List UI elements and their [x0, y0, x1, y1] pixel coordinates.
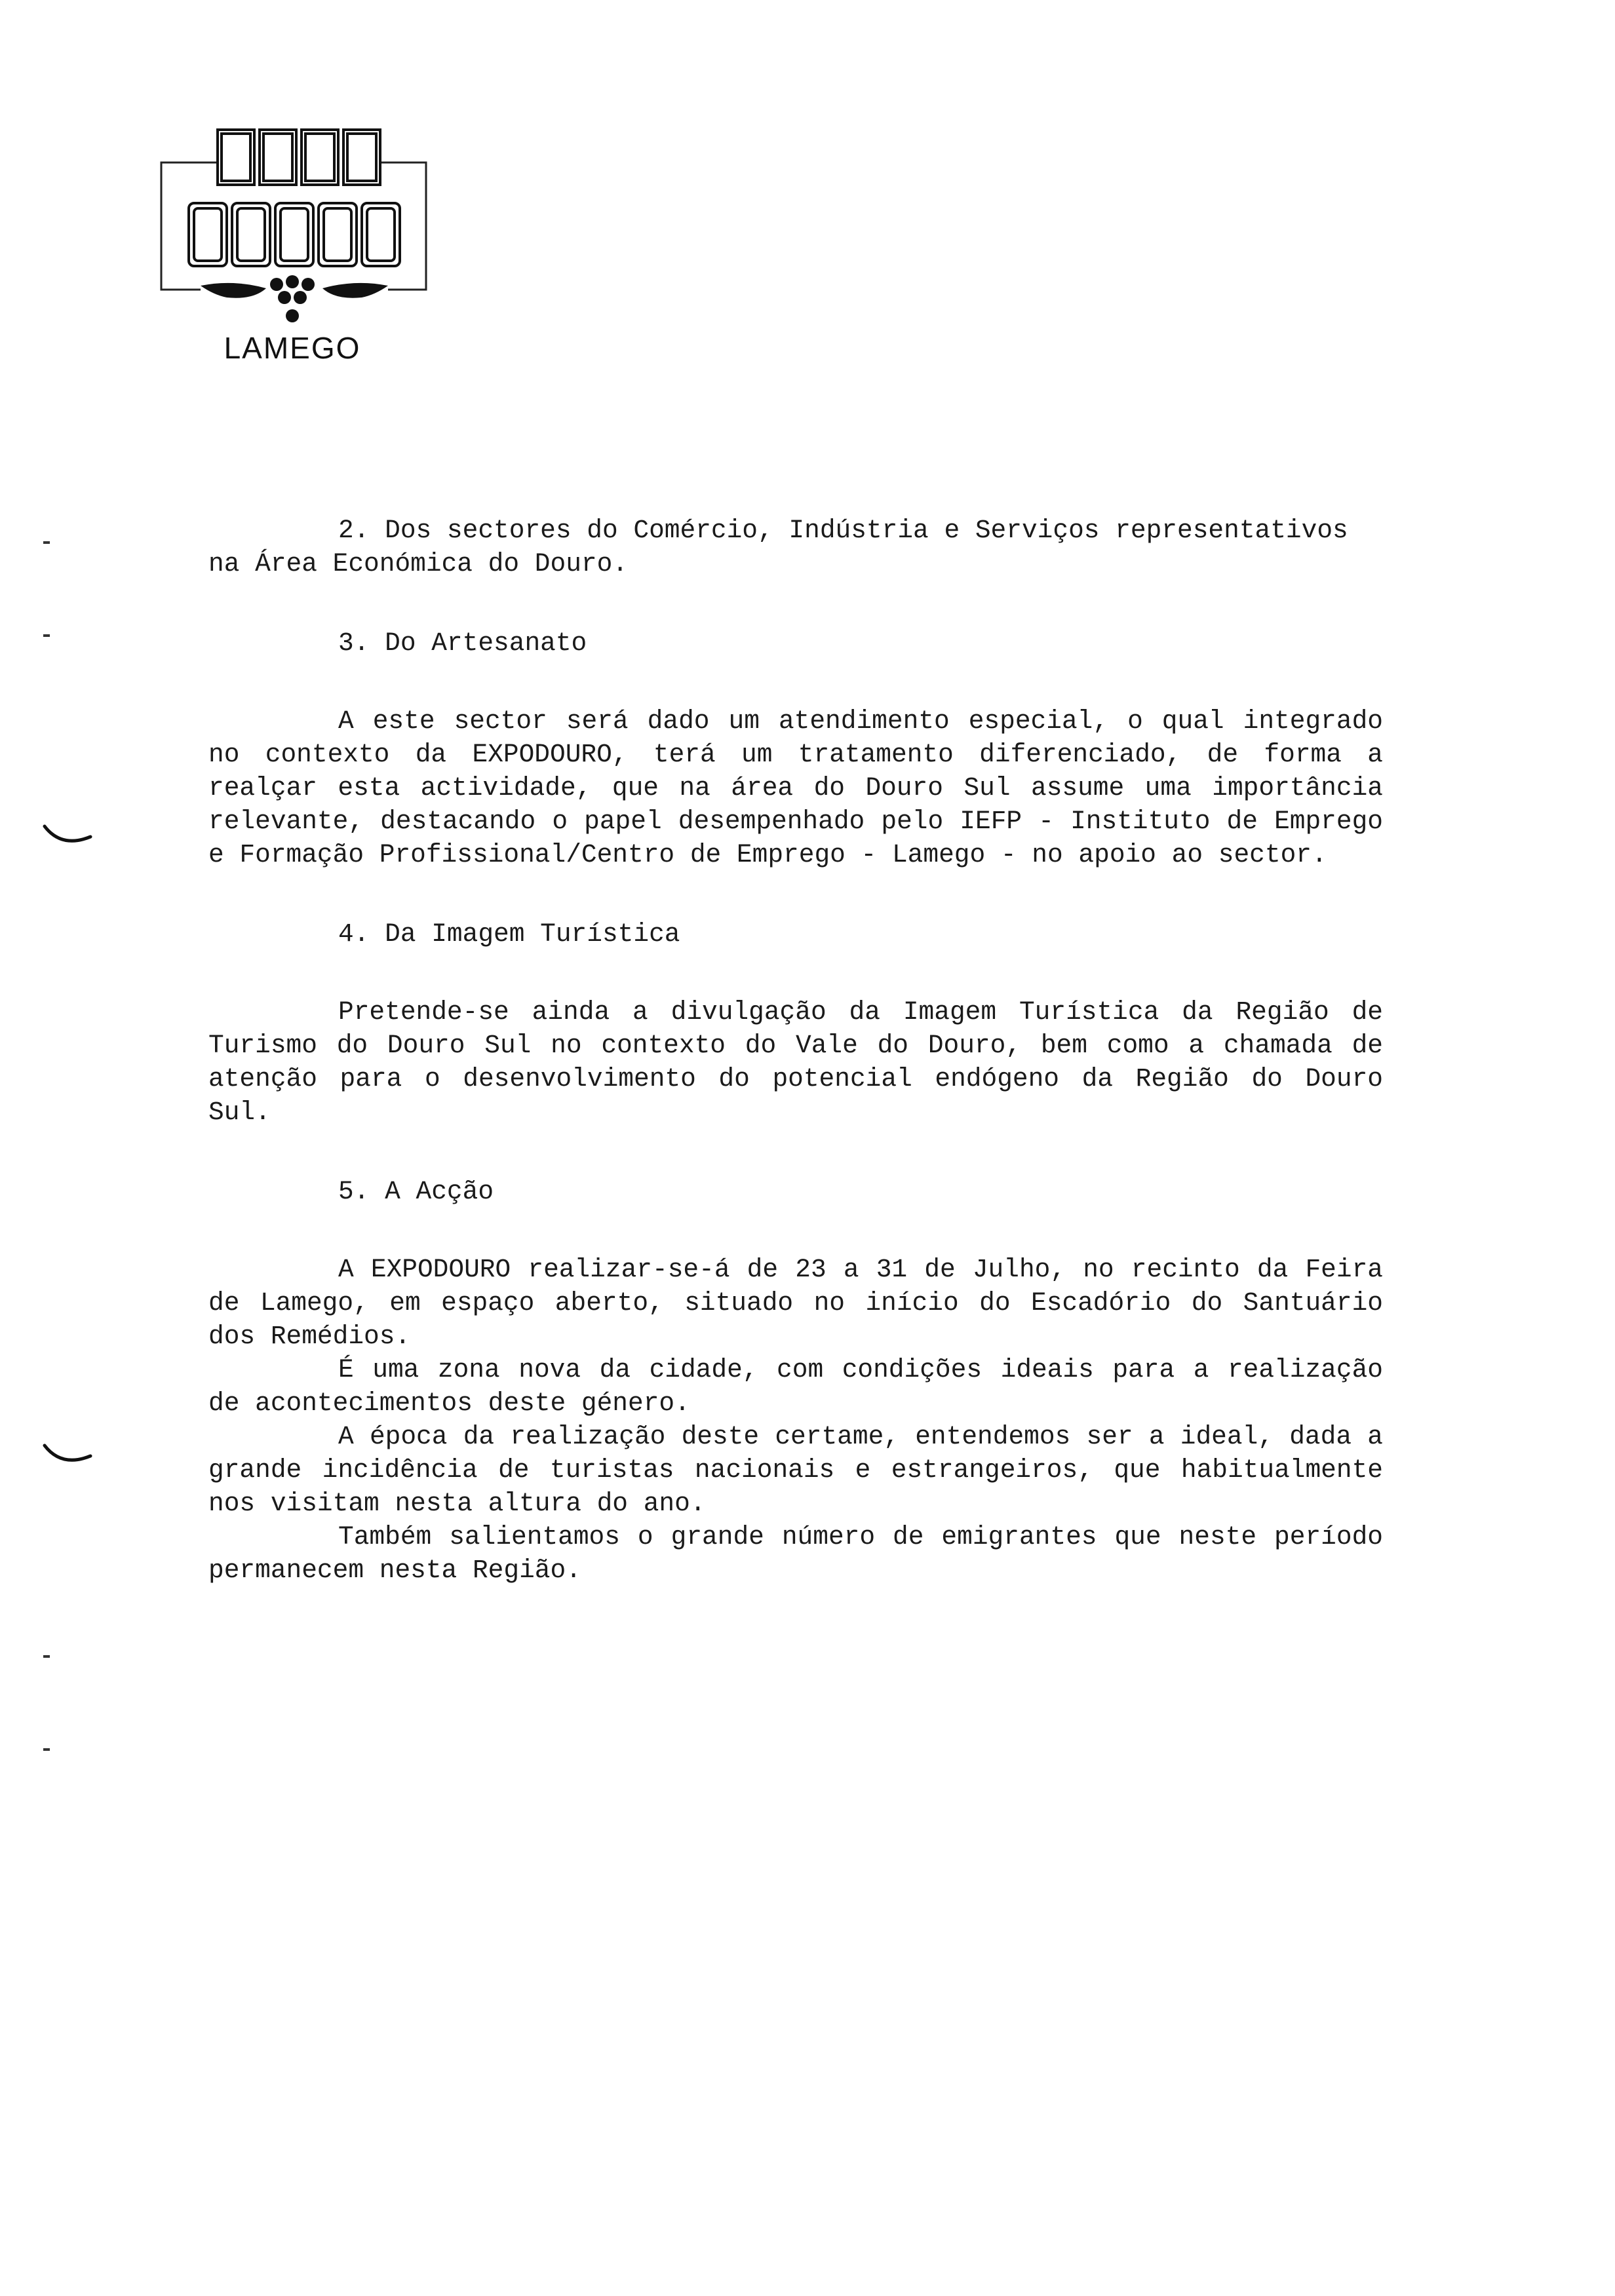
paragraph: A este sector será dado um atendimento especial, o qual integrado no contexto da EXPODOURO, terá um tratamento diferenciado, de forma a realçar esta actividade, que na área do Douro Sul assume uma importância relevante, destacando o papel desempenhado pelo IEFP - Instituto de Emprego e Formação Profissional/Centro de Emprego - Lamego - no apoio ao sector. — [208, 706, 1383, 870]
expodouro-logo — [155, 124, 430, 365]
section-4 — [208, 917, 1383, 1129]
scan-dot — [43, 634, 50, 637]
scan-mark-icon — [42, 1442, 94, 1474]
scan-dot — [43, 1748, 50, 1751]
section-5 — [208, 1175, 1383, 1587]
section-heading: 3. Do Artesanato — [338, 628, 587, 658]
paragraph: Também salientamos o grande número de emigrantes que neste período permanecem nesta Região. — [208, 1522, 1383, 1585]
logo-graphic-icon — [155, 124, 430, 334]
section-3 — [208, 626, 1383, 871]
paragraph: na Área Económica do Douro. — [208, 549, 629, 579]
scan-dot — [43, 541, 50, 544]
paragraph: Pretende-se ainda a divulgação da Imagem Turística da Região de Turismo do Douro Sul no contexto do Vale do Douro, bem como a chamada de atenção para o desenvolvimento do potencial endógeno da Região do Douro Sul. — [208, 997, 1383, 1127]
paragraph: A época da realização deste certame, entendemos ser a ideal, dada a grande incidência de turistas nacionais e estrangeiros, que habitualmente nos visitam nesta altura do ano. — [208, 1422, 1383, 1518]
paragraph: É uma zona nova da cidade, com condições ideais para a realização de acontecimentos deste género. — [208, 1355, 1383, 1418]
section-heading: 5. A Acção — [338, 1177, 494, 1206]
scan-dot — [43, 1655, 50, 1658]
section-heading: 4. Da Imagem Turística — [338, 919, 680, 949]
section-2 — [208, 514, 1383, 581]
section-heading: 2. Dos sectores do Comércio, Indústria e Serviços representativos — [338, 516, 1348, 545]
logo-city-name: LAMEGO — [224, 331, 361, 365]
document-body — [208, 514, 1383, 1587]
paragraph: A EXPODOURO realizar-se-á de 23 a 31 de Julho, no recinto da Feira de Lamego, em espaço aberto, situado no início do Escadório do Santuário dos Remédios. — [208, 1255, 1383, 1351]
scan-mark-icon — [42, 822, 94, 855]
